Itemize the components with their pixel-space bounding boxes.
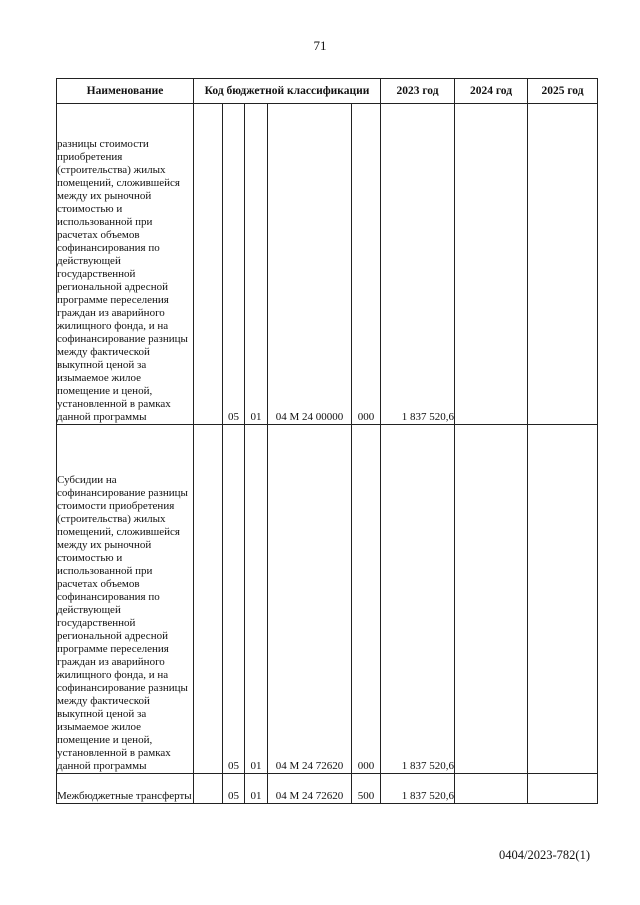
table-row	[57, 425, 598, 774]
row-code-section: 05	[223, 425, 245, 774]
header-code: Код бюджетной классификации	[194, 79, 381, 104]
row-amount-2023: 1 837 520,6	[381, 104, 455, 425]
row-amount-2023: 1 837 520,6	[381, 425, 455, 774]
row-amount-2025	[528, 425, 598, 774]
document-code: 0404/2023-782(1)	[499, 848, 590, 862]
row-name: Межбюджетные трансферты	[57, 774, 194, 804]
row-amount-2025	[528, 104, 598, 425]
budget-table	[56, 78, 598, 804]
row-code-blank	[194, 104, 223, 425]
row-code-type: 500	[352, 774, 381, 804]
page-number: 71	[313, 38, 327, 53]
row-code-type: 000	[352, 425, 381, 774]
header-2023: 2023 год	[381, 79, 455, 104]
table-row	[57, 774, 598, 804]
row-amount-2025	[528, 774, 598, 804]
row-amount-2024	[455, 425, 528, 774]
table-row	[57, 104, 598, 425]
row-code-section: 05	[223, 104, 245, 425]
row-code-blank	[194, 774, 223, 804]
row-code-section: 05	[223, 774, 245, 804]
header-2025: 2025 год	[528, 79, 598, 104]
row-amount-2023: 1 837 520,6	[381, 774, 455, 804]
header-2024: 2024 год	[455, 79, 528, 104]
header-name: Наименование	[57, 79, 194, 104]
row-name: Субсидии на софинансирование разницы стоимости приобретения (строительства) жилых помещений, сложившейся между их рыночной стоимостью и использованной при расчетах объемов софинансирования по действующей государственной региональной адресной программе переселения граждан из аварийного жилищного фонда, и на софинансирование разницы между фактической выкупной ценой за изымаемое жилое помещение и ценой, установленной в рамках данной программы	[57, 425, 194, 774]
row-code-subsection: 01	[245, 104, 268, 425]
row-amount-2024	[455, 104, 528, 425]
row-name: разницы стоимости приобретения (строительства) жилых помещений, сложившейся между их рыночной стоимостью и использованной при расчетах объемов софинансирования по действующей государственной региональной адресной программе переселения граждан из аварийного жилищного фонда, и на софинансирование разницы между фактической выкупной ценой за изымаемое жилое помещение и ценой, установленной в рамках данной программы	[57, 104, 194, 425]
row-code-type: 000	[352, 104, 381, 425]
row-code-target: 04 М 24 72620	[268, 774, 352, 804]
row-amount-2024	[455, 774, 528, 804]
row-code-target: 04 М 24 00000	[268, 104, 352, 425]
row-code-subsection: 01	[245, 425, 268, 774]
row-code-subsection: 01	[245, 774, 268, 804]
header-row	[57, 79, 598, 104]
row-code-blank	[194, 425, 223, 774]
row-code-target: 04 М 24 72620	[268, 425, 352, 774]
